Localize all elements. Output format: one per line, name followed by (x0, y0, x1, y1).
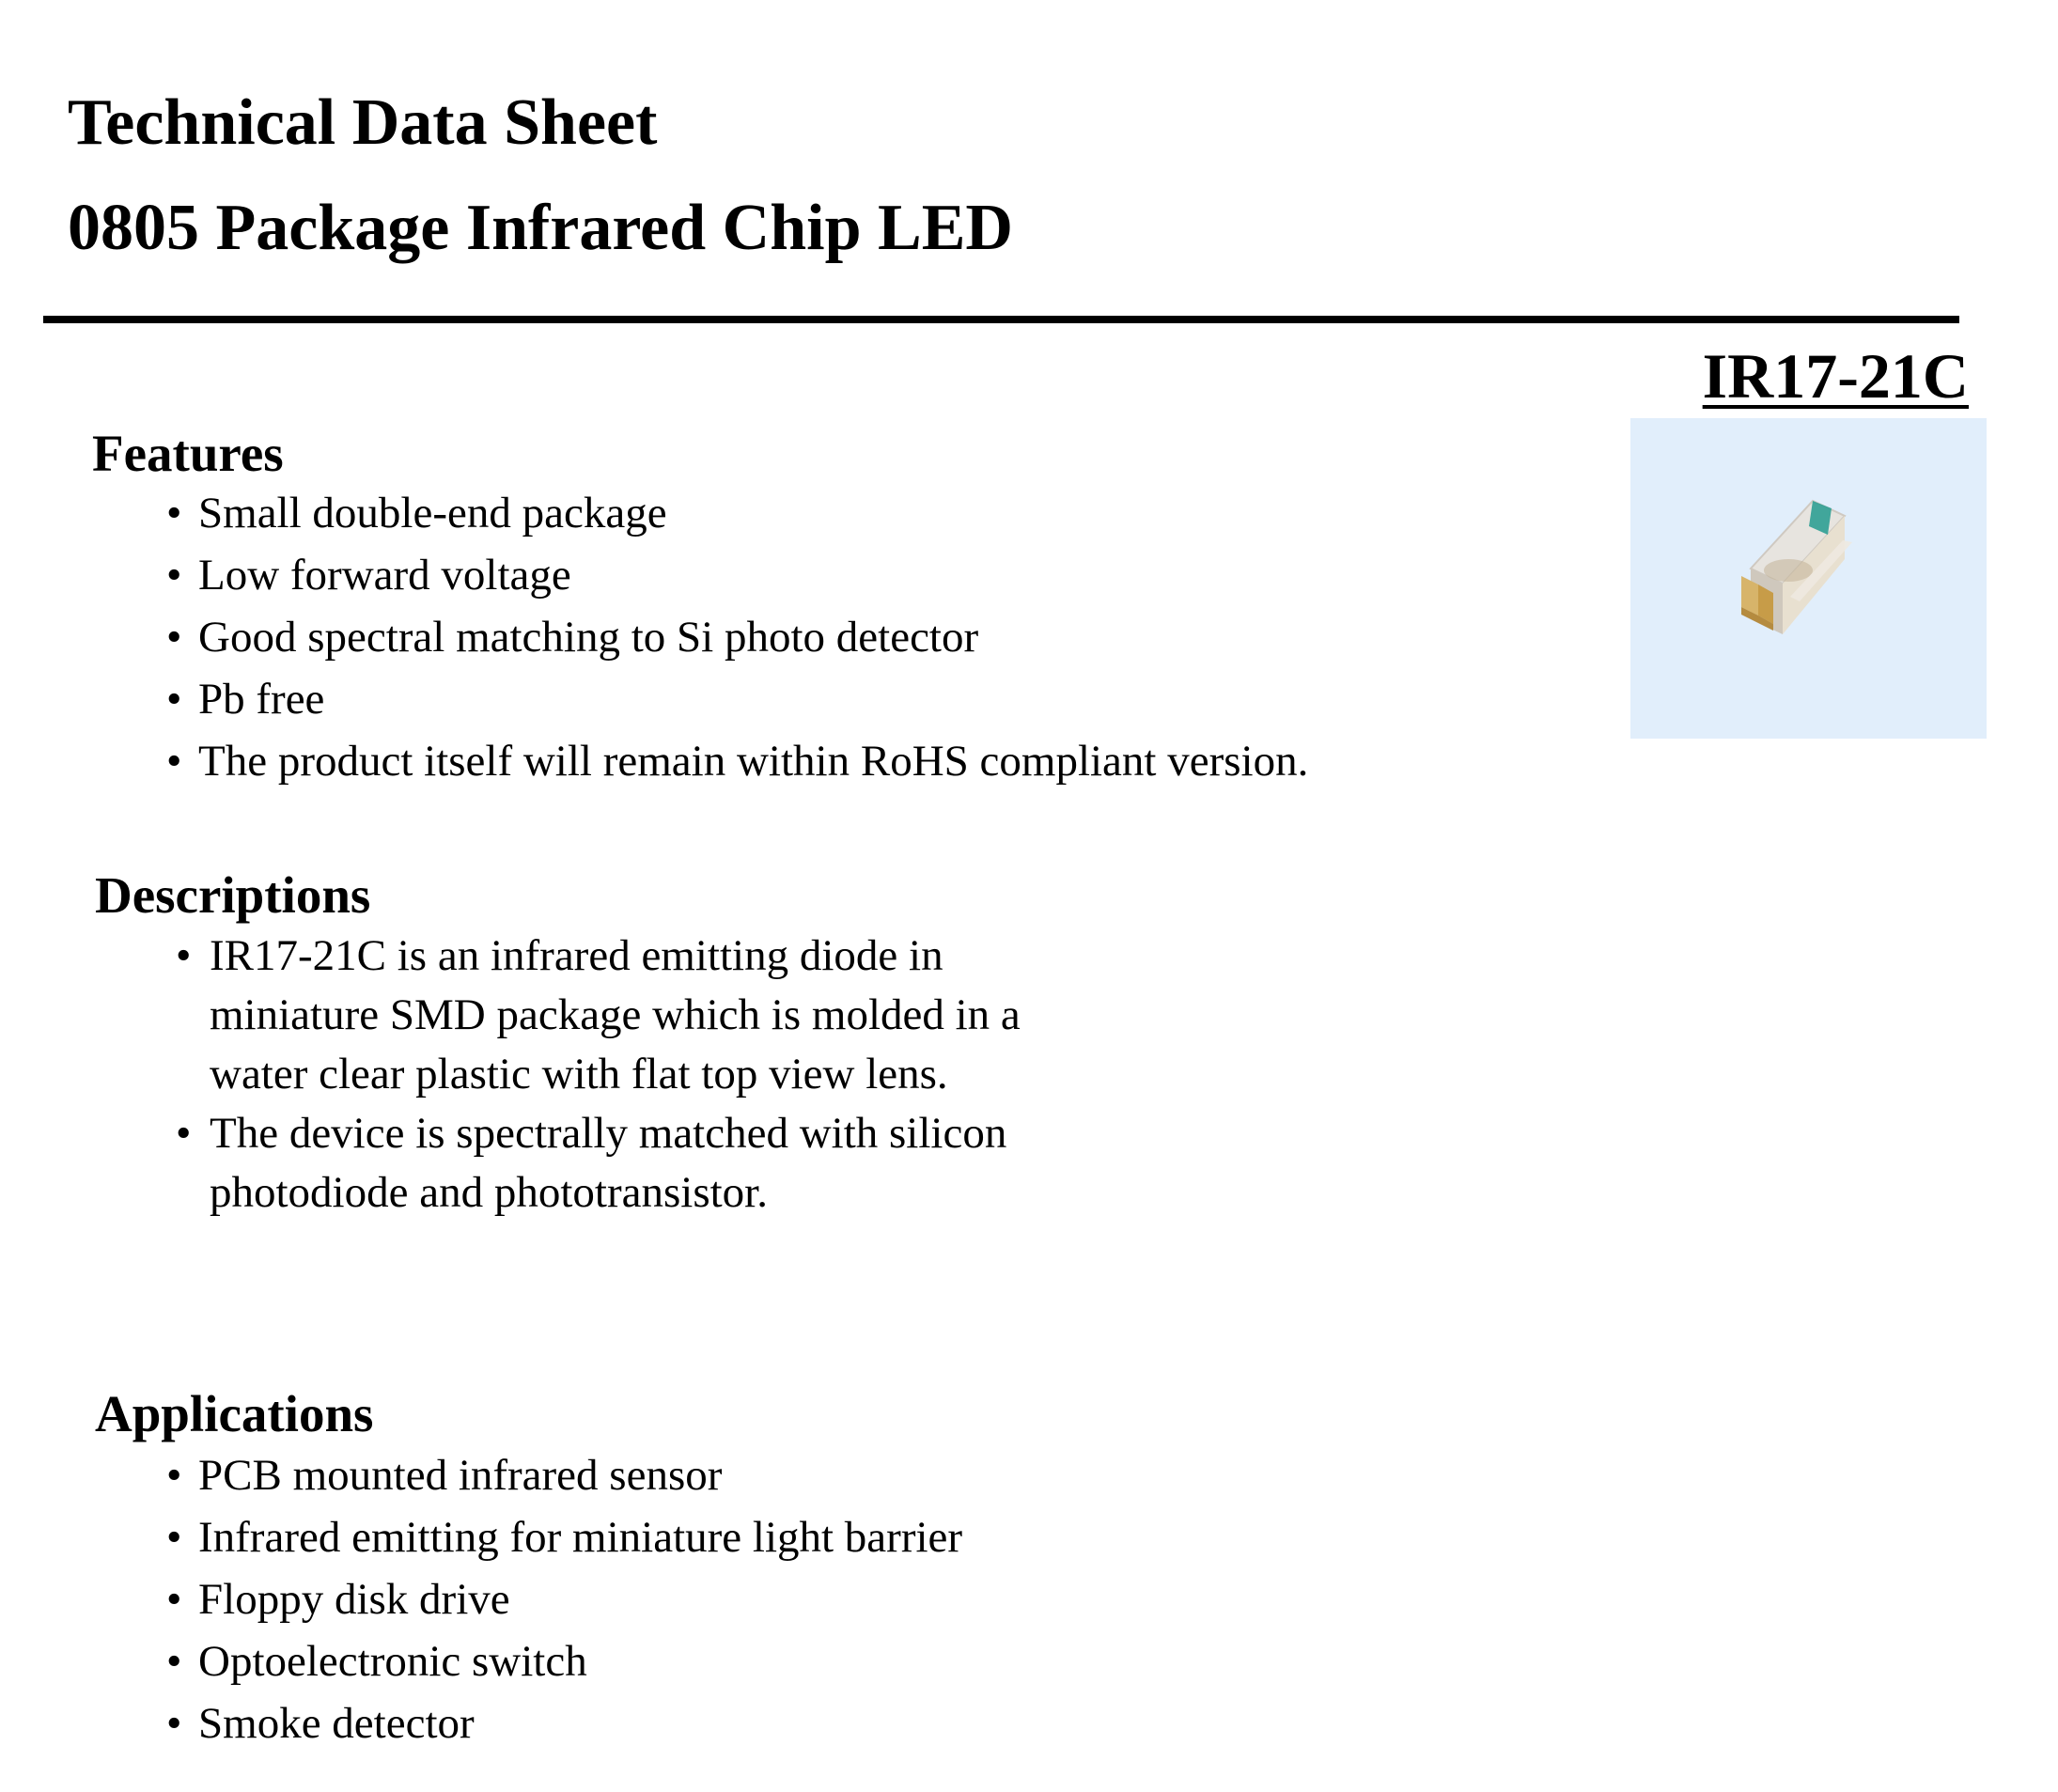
product-photo (1630, 418, 1987, 739)
list-item: • Optoelectronic switch (166, 1630, 962, 1692)
chip-led-icon (1630, 418, 1987, 739)
applications-heading: Applications (95, 1385, 374, 1442)
list-item: • PCB mounted infrared sensor (166, 1444, 962, 1506)
descriptions-list (176, 927, 1149, 1223)
list-item: • Smoke detector (166, 1692, 962, 1754)
descriptions-heading: Descriptions (95, 866, 371, 924)
list-item: • The device is spectrally matched with silicon photodiode and phototransistor. (176, 1104, 1149, 1223)
features-list (166, 482, 1308, 792)
document-title: Technical Data Sheet (68, 86, 658, 159)
list-item: • Small double-end package (166, 482, 1308, 544)
list-item: • The product itself will remain within RoHS compliant version. (166, 730, 1308, 792)
header-divider (43, 316, 1959, 323)
list-item: • Good spectral matching to Si photo detector (166, 606, 1308, 668)
list-item: • Floppy disk drive (166, 1568, 962, 1630)
list-item: • Infrared emitting for miniature light barrier (166, 1506, 962, 1568)
part-number: IR17-21C (1702, 340, 1969, 412)
product-title: 0805 Package Infrared Chip LED (68, 192, 1013, 264)
list-item: • Pb free (166, 668, 1308, 730)
list-item: • IR17-21C is an infrared emitting diode in miniature SMD package which is molded in a water clear plastic with flat top view lens. (176, 927, 1149, 1104)
applications-list (166, 1444, 962, 1754)
list-item: • Low forward voltage (166, 544, 1308, 606)
features-heading: Features (92, 425, 284, 482)
